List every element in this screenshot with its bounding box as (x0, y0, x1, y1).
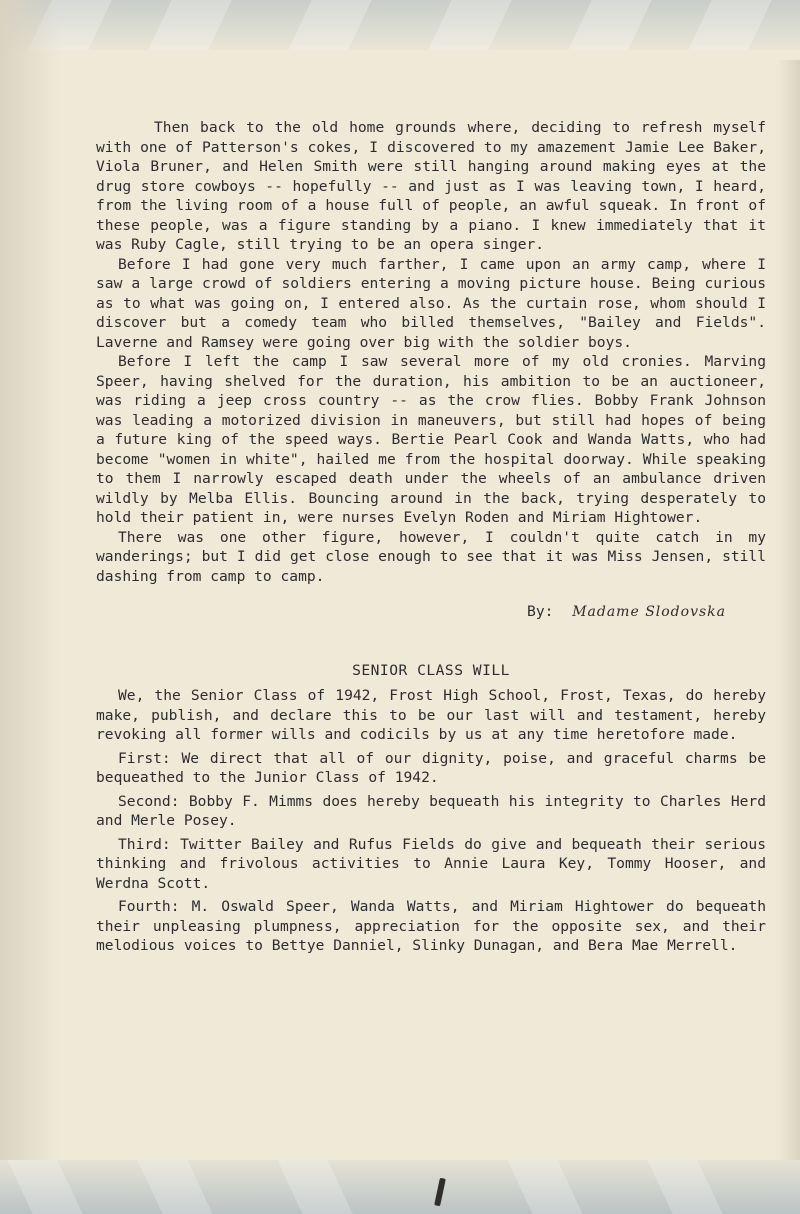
story-paragraph: Then back to the old home grounds where, deciding to refresh myself with one of Patterson's cokes, I discovered to my amazement Jamie Lee Baker, Viola Bruner, and Helen Smith were still hanging around making eyes at the drug store cowboys -- hopefully -- and just as I was leaving town, I heard, from the living room of a house full of people, an awful squeak. In front of these people, was a figure standing by a piano. I knew immediately that it was Ruby Cagle, still trying to be an opera singer. (96, 119, 766, 253)
document-body (96, 118, 766, 956)
section-title: SENIOR CLASS WILL (352, 661, 510, 679)
border-stripe (568, 0, 651, 50)
page-bottom-border (0, 1160, 800, 1214)
byline-label: By: (527, 603, 554, 620)
prophecy-story (96, 118, 766, 623)
page-top-border (0, 0, 800, 50)
will-item: Third: Twitter Bailey and Rufus Fields do give and bequeath their serious thinking and frivolous activities to Annie Laura Key, Tommy Hooser, and Werdna Scott. (96, 835, 766, 892)
story-paragraph: Before I left the camp I saw several more of my old cronies. Marving Speer, having shelved for the duration, his ambition to be an auctioneer, was riding a jeep cross country -- as the crow flies. Bobby Frank Johnson was leading a motorized division in maneuvers, but still had hopes of being a future king of the speed ways. Bertie Pearl Cook and Wanda Watts, who had become "women in white", hailed me from the hospital doorway. While speaking to them I narrowly escaped death under the wheels of an ambulance driven wildly by Melba Ellis. Bouncing around in the back, trying desperately to hold their patient in, were nurses Evelyn Roden and Miriam Hightower. (96, 353, 766, 526)
border-stripe (7, 1160, 82, 1214)
will-item: Fourth: M. Oswald Speer, Wanda Watts, and Miriam Hightower do bequeath their unpleasing plumpness, appreciation for the opposite sex, and their melodious voices to Bettye Danniel, Slinky Dunagan, and Bera Mae Merrell. (96, 898, 766, 954)
border-stripe (507, 1160, 582, 1214)
story-paragraph: Before I had gone very much farther, I came upon an army camp, where I saw a large crowd of soldiers entering a moving picture house. Being curious as to what was going on, I entered also. As the curtain rose, whom should I discover but a comedy team who billed themselves, "Bailey and Fields". Laverne and Ramsey were going over big with the soldier boys. (96, 255, 766, 351)
border-stripe (647, 1160, 722, 1214)
page-edge-shadow (778, 60, 800, 1160)
border-stripe (148, 0, 231, 50)
binding-shadow (0, 0, 60, 1214)
will-item: First: We direct that all of our dignity, poise, and graceful charms be bequeathed to the Junior Class of 1942. (96, 749, 766, 786)
border-stripe (277, 1160, 352, 1214)
border-stripe (137, 1160, 212, 1214)
border-stripe (428, 0, 511, 50)
will-intro: We, the Senior Class of 1942, Frost High School, Frost, Texas, do hereby make, publish, and declare this to be our last will and testament, hereby revoking all former wills and codicils by us at any time heretofore made. (96, 687, 766, 743)
border-stripe (688, 0, 771, 50)
story-paragraph: There was one other figure, however, I couldn't quite catch in my wanderings; but I did get close enough to see that it was Miss Jensen, still dashing from camp to camp. (96, 528, 766, 585)
signature: Madame Slodovska (572, 604, 726, 620)
senior-class-will (96, 661, 766, 956)
will-item: Second: Bobby F. Mimms does hereby bequeath his integrity to Charles Herd and Merle Posey. (96, 792, 766, 829)
border-stripe (288, 0, 371, 50)
byline (96, 602, 766, 623)
